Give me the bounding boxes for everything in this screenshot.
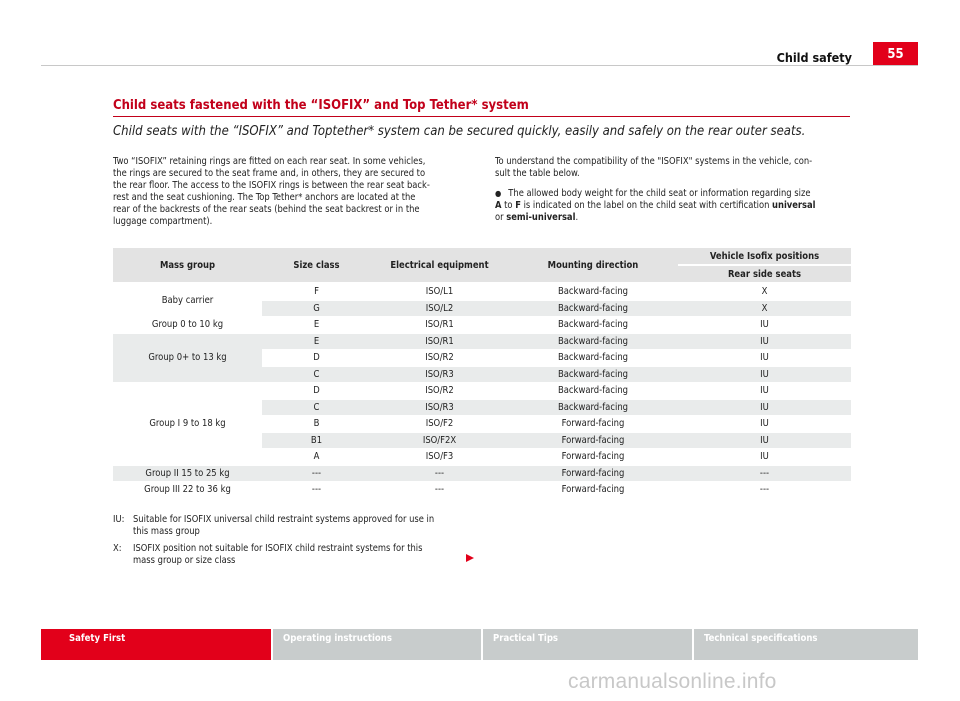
page-number-badge: 55 bbox=[873, 42, 918, 66]
tab-safety-first[interactable]: Safety First bbox=[41, 629, 271, 660]
text-line: To understand the compatibility of the "ISOFIX" systems in the vehicle, con- bbox=[495, 156, 813, 167]
table-row bbox=[113, 383, 851, 400]
position-cell: --- bbox=[678, 482, 851, 499]
footnote-line: ISOFIX position not suitable for ISOFIX child restraint systems for this bbox=[133, 543, 423, 554]
size-class-cell: E bbox=[262, 333, 371, 350]
position-cell: IU bbox=[678, 317, 851, 334]
direction-cell: Backward-facing bbox=[508, 366, 678, 383]
section-title: Child seats fastened with the “ISOFIX” and Top Tether* system bbox=[113, 98, 529, 113]
mass-group-cell: Group 0+ to 13 kg bbox=[113, 333, 262, 383]
header-mounting-direction: Mounting direction bbox=[508, 248, 678, 283]
table-row bbox=[113, 333, 851, 350]
equipment-cell: ISO/R3 bbox=[371, 399, 508, 416]
tab-operating-instructions[interactable]: Operating instructions bbox=[273, 629, 481, 660]
table-row bbox=[113, 482, 851, 499]
text-fragment: or bbox=[495, 212, 507, 223]
position-cell: IU bbox=[678, 366, 851, 383]
text-fragment: is indicated on the label on the child seat with certification bbox=[520, 200, 773, 211]
running-header-title: Child safety bbox=[776, 50, 852, 65]
equipment-cell: ISO/R2 bbox=[371, 350, 508, 367]
tab-technical-specifications[interactable]: Technical specifications bbox=[694, 629, 918, 660]
equipment-cell: ISO/F2 bbox=[371, 416, 508, 433]
text-line: rest and the seat cushioning. The Top Tether* anchors are located at the bbox=[113, 192, 416, 203]
equipment-cell: ISO/L1 bbox=[371, 283, 508, 300]
table-row bbox=[113, 283, 851, 300]
mass-group-cell: Group III 22 to 36 kg bbox=[113, 482, 262, 499]
footer-tab-bar bbox=[41, 629, 918, 660]
semi-universal-term: semi-universal bbox=[506, 212, 576, 223]
footnote-line: Suitable for ISOFIX universal child restraint systems approved for use in bbox=[133, 514, 435, 525]
header-divider bbox=[41, 65, 918, 66]
position-cell: IU bbox=[678, 333, 851, 350]
direction-cell: Backward-facing bbox=[508, 317, 678, 334]
size-f: F bbox=[515, 200, 521, 211]
header-mass-group: Mass group bbox=[113, 248, 262, 283]
position-cell: IU bbox=[678, 416, 851, 433]
header-electrical-equipment: Electrical equipment bbox=[371, 248, 508, 283]
footnote-line: this mass group bbox=[133, 526, 200, 537]
bullet-continuation bbox=[495, 200, 855, 212]
equipment-cell: ISO/R3 bbox=[371, 366, 508, 383]
size-class-cell: --- bbox=[262, 482, 371, 499]
mass-group-cell: Group I 9 to 18 kg bbox=[113, 383, 262, 466]
text-fragment: . bbox=[575, 212, 579, 223]
direction-cell: Forward-facing bbox=[508, 416, 678, 433]
direction-cell: Forward-facing bbox=[508, 432, 678, 449]
direction-cell: Forward-facing bbox=[508, 449, 678, 466]
size-class-cell: A bbox=[262, 449, 371, 466]
mass-group-cell: Baby carrier bbox=[113, 283, 262, 317]
table-row bbox=[113, 465, 851, 482]
direction-cell: Backward-facing bbox=[508, 383, 678, 400]
position-cell: IU bbox=[678, 399, 851, 416]
size-class-cell: --- bbox=[262, 465, 371, 482]
position-cell: --- bbox=[678, 465, 851, 482]
intro-paragraph-left bbox=[113, 156, 463, 228]
size-class-cell: B1 bbox=[262, 432, 371, 449]
position-cell: IU bbox=[678, 432, 851, 449]
direction-cell: Forward-facing bbox=[508, 465, 678, 482]
equipment-cell: --- bbox=[371, 482, 508, 499]
footnote-iu bbox=[113, 514, 473, 538]
direction-cell: Backward-facing bbox=[508, 399, 678, 416]
text-line: sult the table below. bbox=[495, 168, 580, 179]
size-class-cell: C bbox=[262, 366, 371, 383]
footnote-text bbox=[133, 514, 473, 538]
size-class-cell: E bbox=[262, 317, 371, 334]
text-line: rear of the backrests of the rear seats (behind the seat backrest or in the bbox=[113, 204, 420, 215]
continue-arrow-icon bbox=[466, 554, 474, 562]
position-cell: IU bbox=[678, 383, 851, 400]
size-a: A bbox=[495, 200, 502, 211]
section-title-rule bbox=[113, 116, 850, 117]
footnote-text bbox=[133, 543, 473, 567]
equipment-cell: ISO/R1 bbox=[371, 333, 508, 350]
position-cell: IU bbox=[678, 350, 851, 367]
isofix-compatibility-table bbox=[113, 248, 851, 499]
footnote-x bbox=[113, 543, 473, 567]
position-cell: X bbox=[678, 300, 851, 317]
text-line: the rings are secured to the seat frame and, in others, they are secured to bbox=[113, 168, 426, 179]
equipment-cell: ISO/F3 bbox=[371, 449, 508, 466]
footnote-line: mass group or size class bbox=[133, 555, 236, 566]
equipment-cell: ISO/R1 bbox=[371, 317, 508, 334]
watermark: carmanualsonline.info bbox=[568, 670, 777, 693]
size-class-cell: G bbox=[262, 300, 371, 317]
table-row bbox=[113, 317, 851, 334]
text-line: Two “ISOFIX” retaining rings are fitted on each rear seat. In some vehicles, bbox=[113, 156, 426, 167]
bullet-text: The allowed body weight for the child seat or information regarding size bbox=[508, 188, 811, 199]
direction-cell: Backward-facing bbox=[508, 300, 678, 317]
text-line: luggage compartment). bbox=[113, 216, 213, 227]
bullet-icon: ● bbox=[495, 189, 502, 198]
text-fragment: to bbox=[501, 200, 516, 211]
bullet-item bbox=[495, 188, 855, 200]
tab-practical-tips[interactable]: Practical Tips bbox=[483, 629, 692, 660]
equipment-cell: ISO/F2X bbox=[371, 432, 508, 449]
direction-cell: Backward-facing bbox=[508, 333, 678, 350]
equipment-cell: ISO/L2 bbox=[371, 300, 508, 317]
footnote-key: IU: bbox=[113, 514, 125, 525]
section-subtitle: Child seats with the “ISOFIX” and Toptether* system can be secured quickly, easily and safely on the rear outer seats. bbox=[113, 124, 806, 139]
size-class-cell: F bbox=[262, 283, 371, 300]
header-rear-side-seats: Rear side seats bbox=[678, 265, 851, 283]
intro-paragraph-right bbox=[495, 156, 855, 224]
footnote-key: X: bbox=[113, 543, 122, 554]
bullet-continuation bbox=[495, 212, 855, 224]
position-cell: IU bbox=[678, 449, 851, 466]
header-vehicle-positions: Vehicle Isofix positions bbox=[678, 248, 851, 265]
position-cell: X bbox=[678, 283, 851, 300]
direction-cell: Forward-facing bbox=[508, 482, 678, 499]
size-class-cell: B bbox=[262, 416, 371, 433]
mass-group-cell: Group 0 to 10 kg bbox=[113, 317, 262, 334]
direction-cell: Backward-facing bbox=[508, 350, 678, 367]
equipment-cell: --- bbox=[371, 465, 508, 482]
mass-group-cell: Group II 15 to 25 kg bbox=[113, 465, 262, 482]
equipment-cell: ISO/R2 bbox=[371, 383, 508, 400]
universal-term: universal bbox=[772, 200, 816, 211]
size-class-cell: C bbox=[262, 399, 371, 416]
size-class-cell: D bbox=[262, 383, 371, 400]
size-class-cell: D bbox=[262, 350, 371, 367]
direction-cell: Backward-facing bbox=[508, 283, 678, 300]
text-line: the rear floor. The access to the ISOFIX rings is between the rear seat back- bbox=[113, 180, 430, 191]
header-size-class: Size class bbox=[262, 248, 371, 283]
